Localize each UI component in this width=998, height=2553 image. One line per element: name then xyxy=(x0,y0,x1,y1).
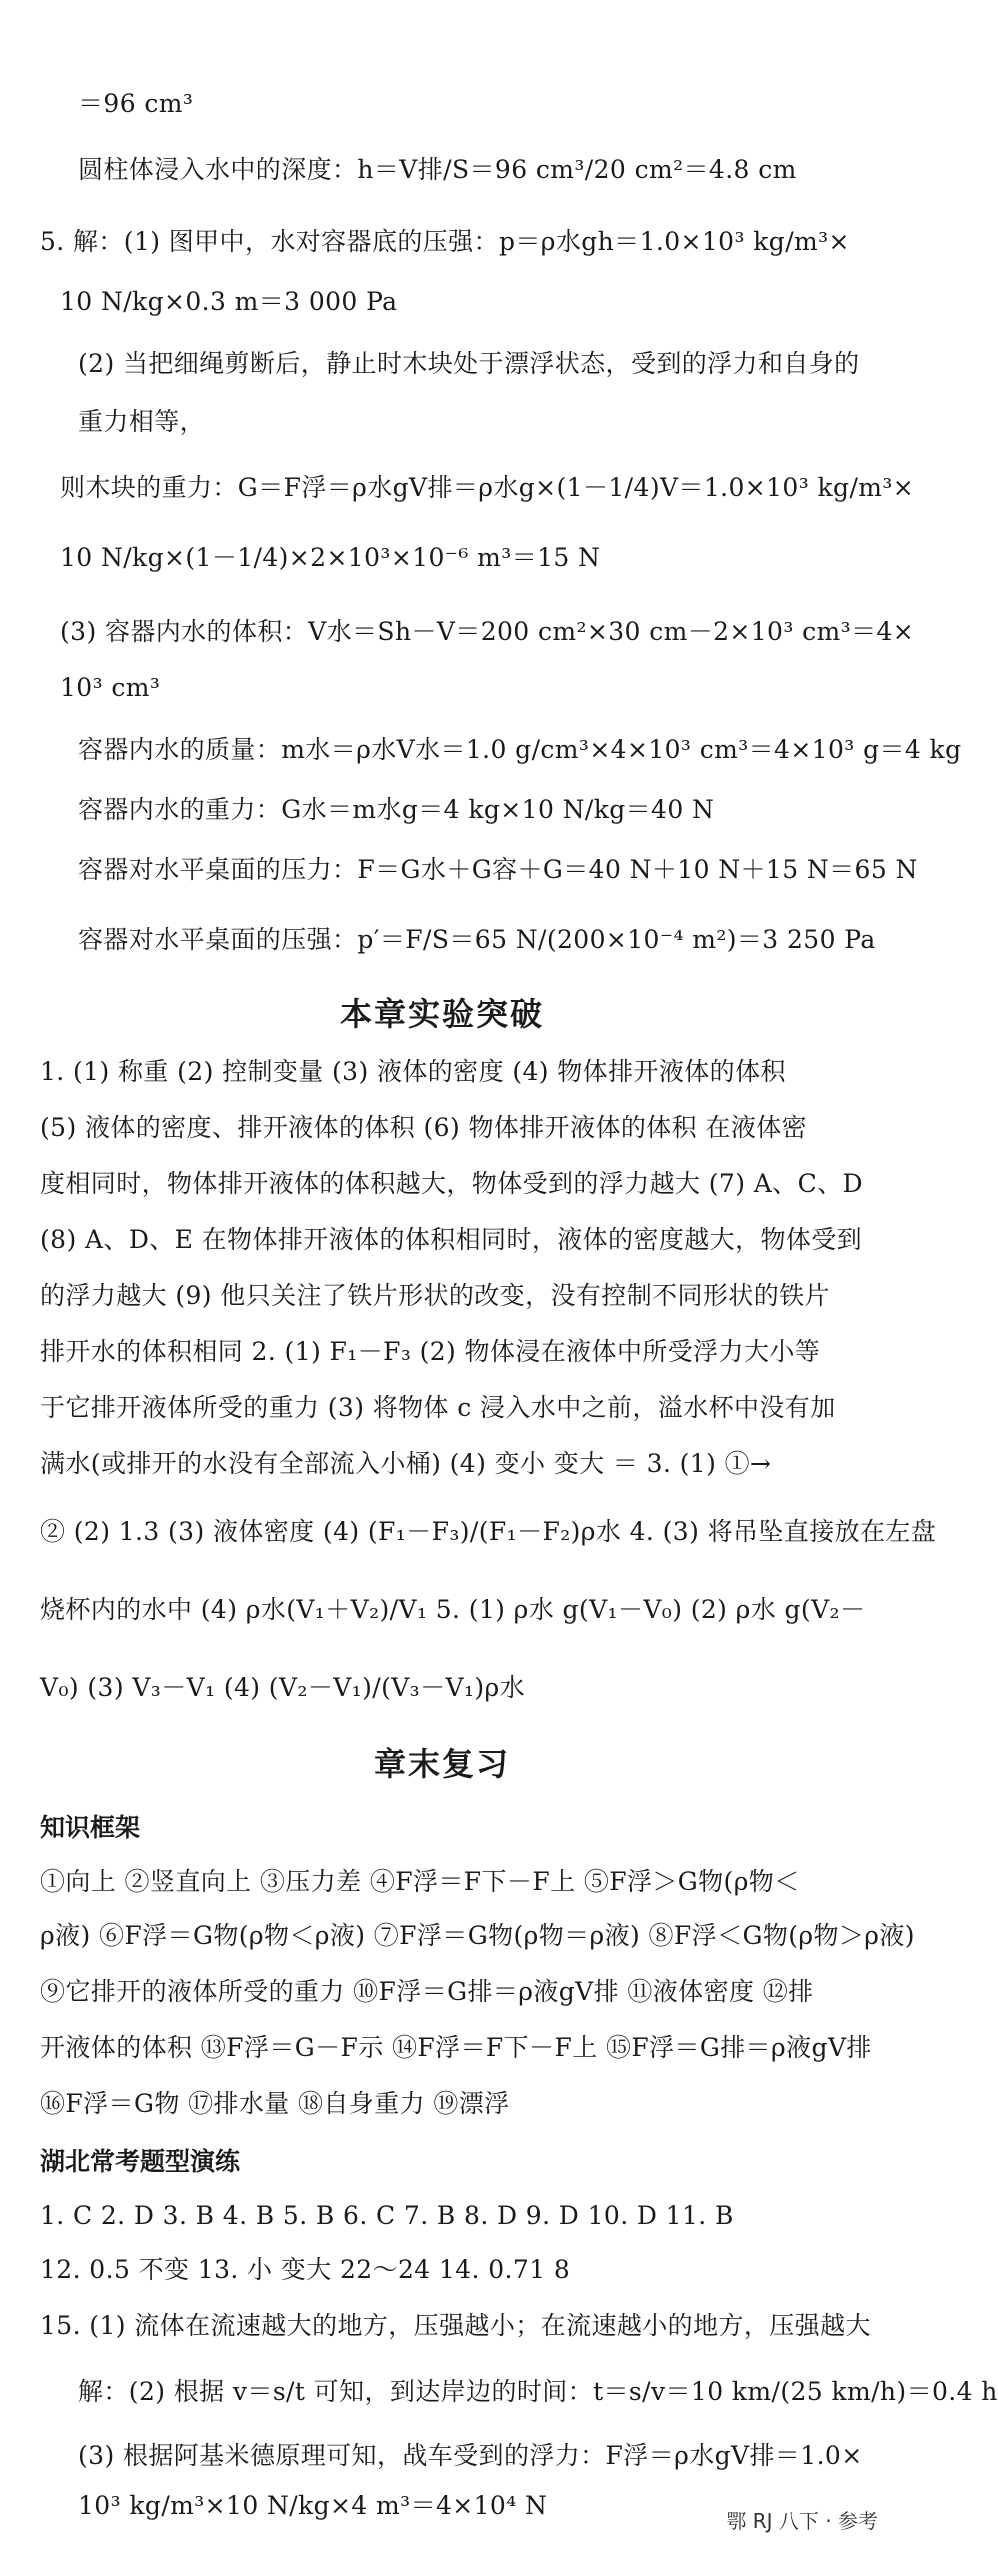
subheading-hubei-drills: 湖北常考题型演练 xyxy=(40,2147,241,2176)
text-line: ρ液) ⑥F浮＝G物(ρ物＜ρ液) ⑦F浮＝G物(ρ物＝ρ液) ⑧F浮＜G物(ρ物＞ρ液) xyxy=(40,1921,915,1950)
text-line: 10³ kg/m³×10 N/kg×4 m³＝4×10⁴ N xyxy=(78,2491,548,2520)
text-line: (3) 根据阿基米德原理可知，战车受到的浮力：F浮＝ρ水gV排＝1.0× xyxy=(78,2441,863,2470)
text-line: 15. (1) 流体在流速越大的地方，压强越小；在流速越小的地方，压强越大 xyxy=(40,2311,871,2340)
text-line: 容器对水平桌面的压力：F＝G水＋G容＋G＝40 N＋10 N＋15 N＝65 N xyxy=(78,855,918,884)
text-line: 1. (1) 称重 (2) 控制变量 (3) 液体的密度 (4) 物体排开液体的体积 xyxy=(40,1057,786,1086)
text-line: 10 N/kg×(1－1/4)×2×10³×10⁻⁶ m³＝15 N xyxy=(60,543,601,572)
text-line: (3) 容器内水的体积：V水＝Sh－V＝200 cm²×30 cm－2×10³ cm³＝4× xyxy=(60,617,915,646)
text-line: 的浮力越大 (9) 他只关注了铁片形状的改变，没有控制不同形状的铁片 xyxy=(40,1281,830,1310)
text-line: ② (2) 1.3 (3) 液体密度 (4) (F₁－F₃)/(F₁－F₂)ρ水 4. (3) 将吊坠直接放在左盘 xyxy=(40,1517,937,1546)
text-line: 开液体的体积 ⑬F浮＝G－F示 ⑭F浮＝F下－F上 ⑮F浮＝G排＝ρ液gV排 xyxy=(40,2033,872,2062)
text-line: 则木块的重力：G＝F浮＝ρ水gV排＝ρ水g×(1－1/4)V＝1.0×10³ kg/m³× xyxy=(60,473,915,502)
text-line: 解：(2) 根据 v＝s/t 可知，到达岸边的时间：t＝s/v＝10 km/(25 km/h)＝0.4 h xyxy=(78,2377,998,2406)
section-heading-experiments: 本章实验突破 xyxy=(339,995,544,1033)
text-line: 于它排开液体所受的重力 (3) 将物体 c 浸入水中之前，溢水杯中没有加 xyxy=(40,1393,836,1422)
subheading-knowledge-frame: 知识框架 xyxy=(40,1813,141,1842)
text-line: 满水(或排开的水没有全部流入小桶) (4) 变小 变大 ＝ 3. (1) ①→ xyxy=(40,1449,772,1478)
page-footer: 鄂 RJ 八下 · 参考 xyxy=(726,2509,878,2533)
text-line: 度相同时，物体排开液体的体积越大，物体受到的浮力越大 (7) A、C、D xyxy=(40,1169,863,1198)
text-line: 5. 解：(1) 图甲中，水对容器底的压强：p＝ρ水gh＝1.0×10³ kg/m³× xyxy=(40,227,850,256)
text-line: ①向上 ②竖直向上 ③压力差 ④F浮＝F下－F上 ⑤F浮＞G物(ρ物＜ xyxy=(40,1867,800,1896)
text-line: 圆柱体浸入水中的深度：h＝V排/S＝96 cm³/20 cm²＝4.8 cm xyxy=(78,155,797,184)
text-line: 容器内水的重力：G水＝m水g＝4 kg×10 N/kg＝40 N xyxy=(78,795,715,824)
text-line: ⑨它排开的液体所受的重力 ⑩F浮＝G排＝ρ液gV排 ⑪液体密度 ⑫排 xyxy=(40,1977,814,2006)
text-line: 排开水的体积相同 2. (1) F₁－F₃ (2) 物体浸在液体中所受浮力大小等 xyxy=(40,1337,821,1366)
text-line: 容器内水的质量：m水＝ρ水V水＝1.0 g/cm³×4×10³ cm³＝4×10³ g＝4 kg xyxy=(78,735,962,764)
text-line: 烧杯内的水中 (4) ρ水(V₁＋V₂)/V₁ 5. (1) ρ水 g(V₁－V₀) (2) ρ水 g(V₂－ xyxy=(40,1595,866,1624)
text-line: 10³ cm³ xyxy=(60,673,161,702)
text-line: 1. C 2. D 3. B 4. B 5. B 6. C 7. B 8. D 9. D 10. D 11. B xyxy=(40,2201,734,2230)
text-line: (2) 当把细绳剪断后，静止时木块处于漂浮状态，受到的浮力和自身的 xyxy=(78,349,860,378)
text-line: ＝96 cm³ xyxy=(78,89,194,118)
text-line: ⑯F浮＝G物 ⑰排水量 ⑱自身重力 ⑲漂浮 xyxy=(40,2089,510,2118)
section-heading-review: 章末复习 xyxy=(373,1745,510,1783)
text-line: 12. 0.5 不变 13. 小 变大 22～24 14. 0.71 8 xyxy=(40,2255,571,2284)
text-line: 重力相等， xyxy=(78,407,206,436)
text-line: V₀) (3) V₃－V₁ (4) (V₂－V₁)/(V₃－V₁)ρ水 xyxy=(40,1673,526,1702)
text-line: 容器对水平桌面的压强：p′＝F/S＝65 N/(200×10⁻⁴ m²)＝3 250 Pa xyxy=(78,925,876,954)
text-line: (8) A、D、E 在物体排开液体的体积相同时，液体的密度越大，物体受到 xyxy=(40,1225,863,1254)
text-line: (5) 液体的密度、排开液体的体积 (6) 物体排开液体的体积 在液体密 xyxy=(40,1113,808,1142)
text-line: 10 N/kg×0.3 m＝3 000 Pa xyxy=(60,287,398,316)
